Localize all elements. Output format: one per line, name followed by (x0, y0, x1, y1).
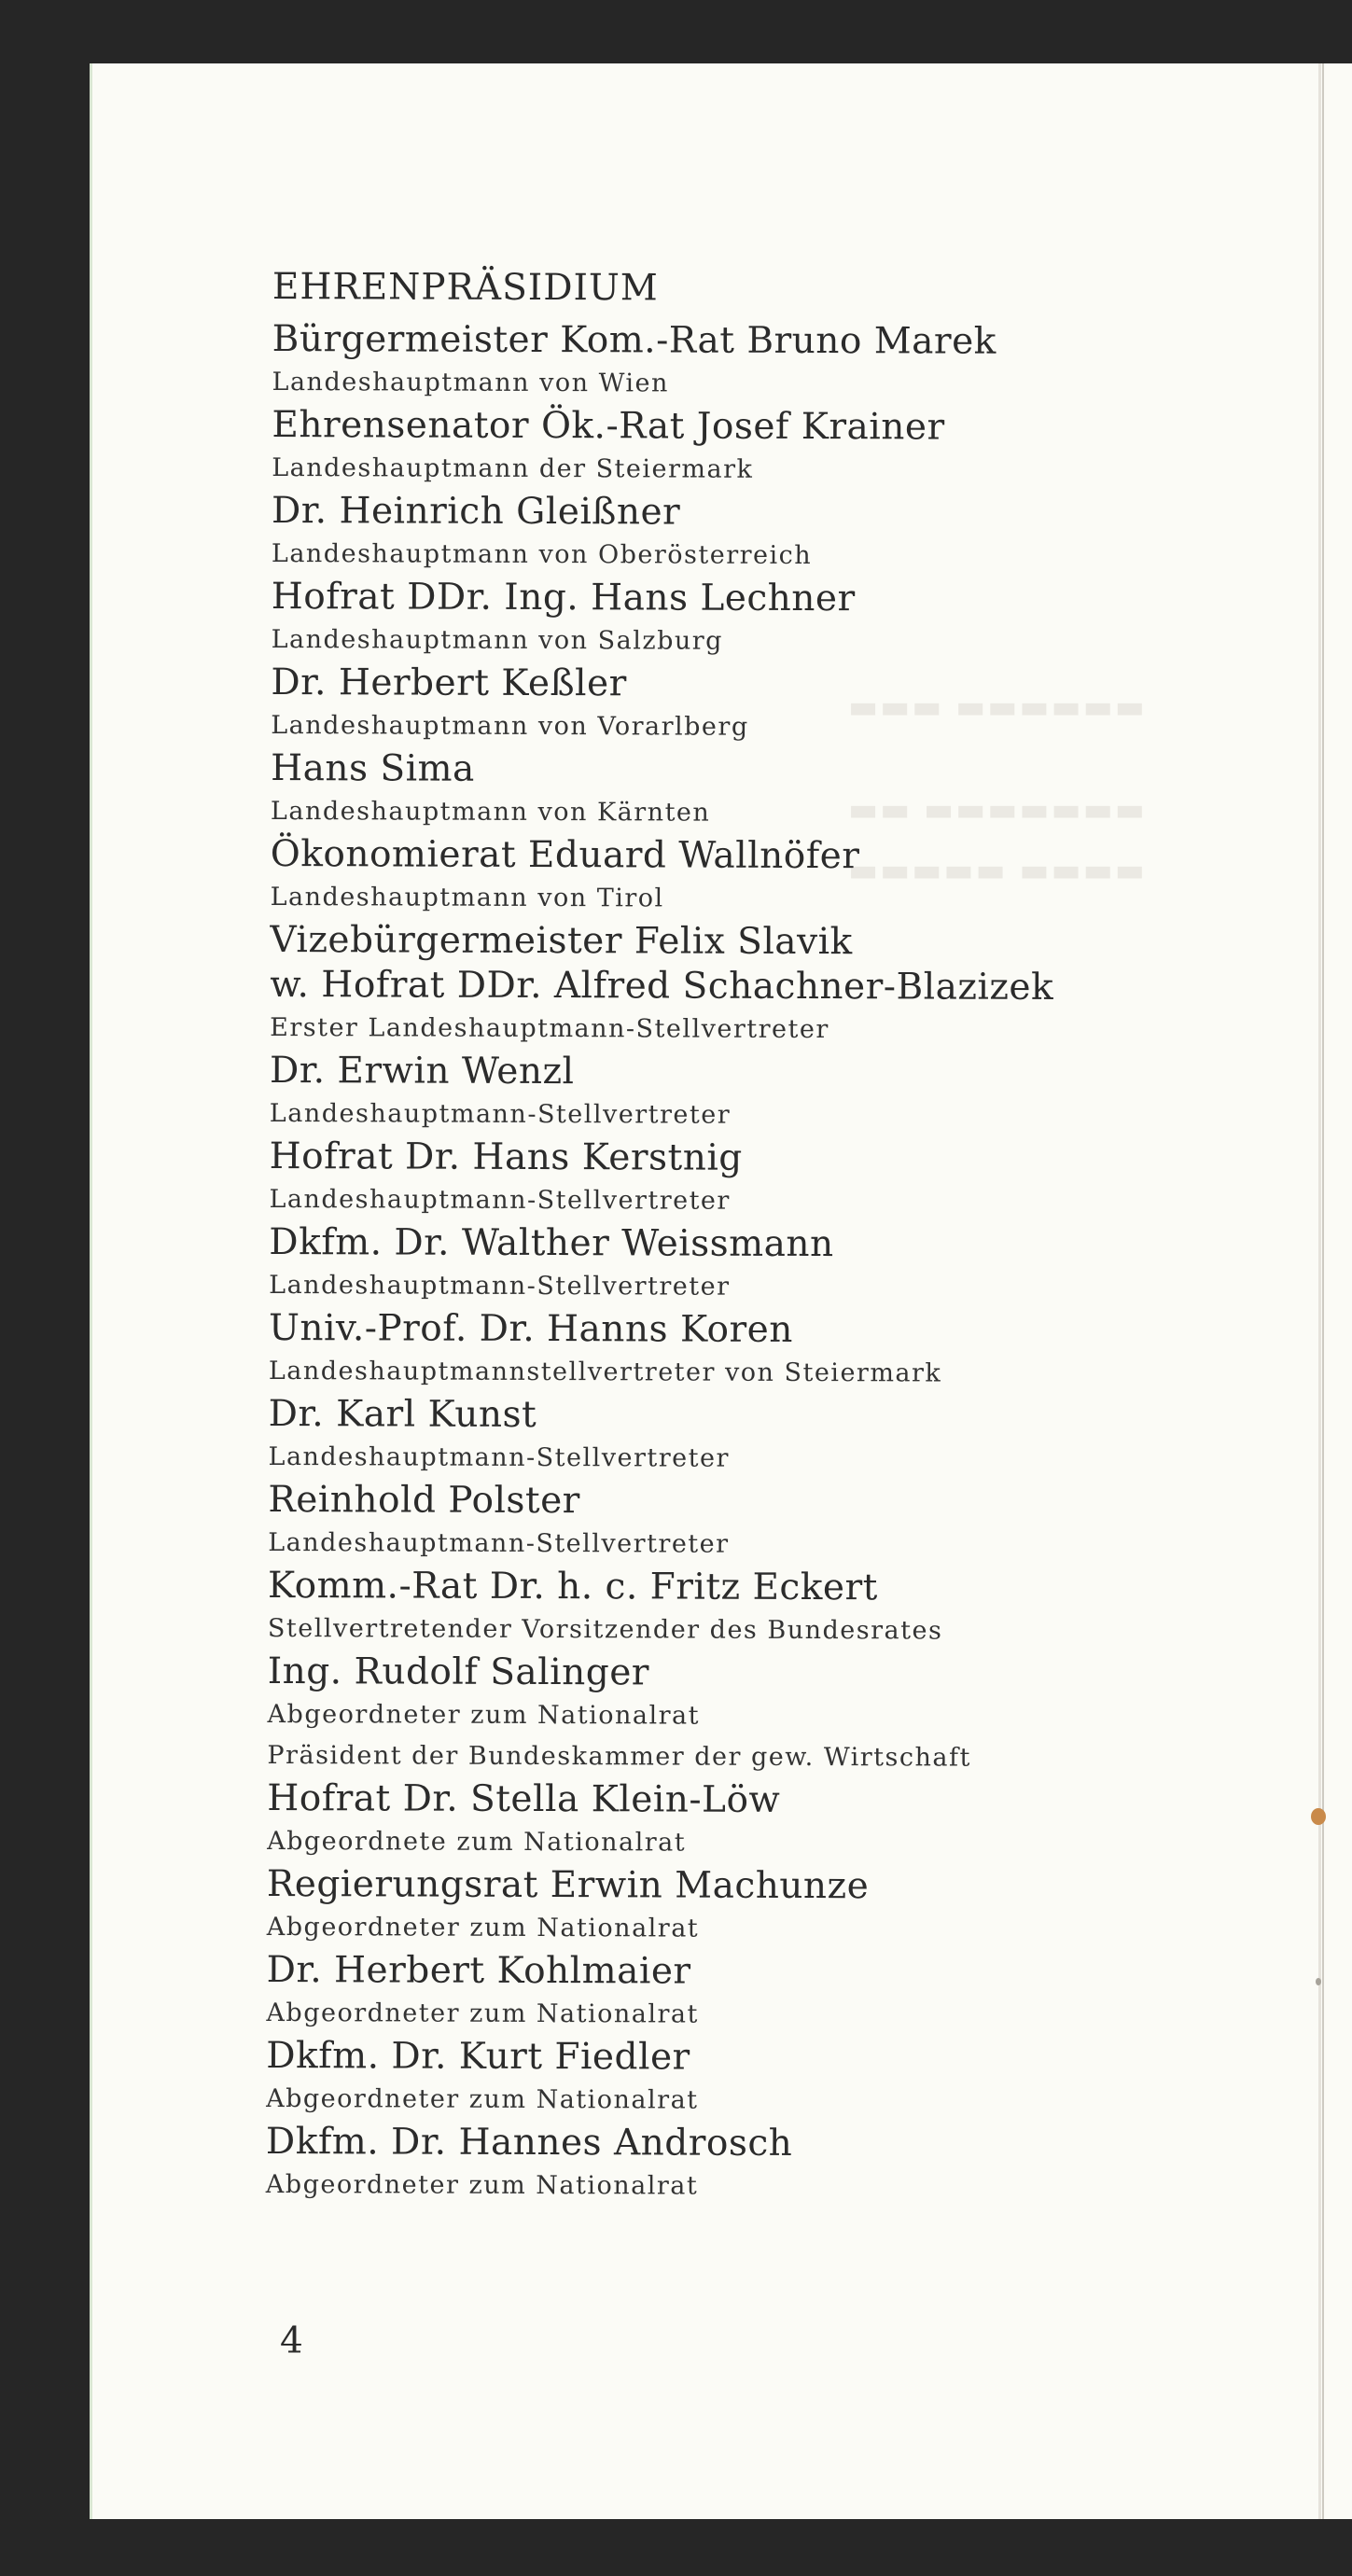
person-role: Abgeordneter zum Nationalrat (266, 1912, 700, 1943)
person-name: Dr. Herbert Keßler (271, 661, 627, 705)
page-gutter-edge (1322, 63, 1324, 2519)
list-item (266, 1948, 1050, 2037)
person-name: Univ.-Prof. Dr. Hanns Koren (268, 1306, 793, 1351)
list-item (270, 963, 1053, 1051)
person-name: Hans Sima (271, 746, 475, 790)
list-item (266, 2120, 1050, 2208)
list-item (272, 489, 1055, 578)
section-title: EHRENPRÄSIDIUM (272, 266, 659, 310)
list-item (270, 1049, 1053, 1137)
person-role: Landeshauptmann von Tirol (270, 882, 664, 913)
person-role: Landeshauptmann-Stellvertreter (269, 1270, 731, 1302)
person-name: Dkfm. Dr. Walther Weissmann (269, 1220, 834, 1266)
list-item (272, 575, 1055, 663)
person-name: w. Hofrat DDr. Alfred Schachner-Blazizek (270, 963, 1054, 1009)
list-item (268, 1478, 1052, 1566)
list-item (268, 1392, 1052, 1481)
person-role: Landeshauptmann von Wien (272, 367, 669, 398)
person-role: Erster Landeshauptmann-Stellvertreter (270, 1012, 829, 1045)
list-item (269, 1220, 1052, 1309)
person-role: Landeshauptmann von Salzburg (271, 624, 724, 656)
person-role: Landeshauptmannstellvertreter von Steiermark (268, 1356, 942, 1388)
person-role: Präsident der Bundeskammer der gew. Wirtschaft (267, 1740, 971, 1773)
honorary-presidium-list (266, 265, 1056, 2208)
person-role: Abgeordneter zum Nationalrat (266, 1998, 699, 2029)
paper-stain (1316, 1978, 1321, 1985)
list-item (267, 1776, 1051, 1865)
person-role: Landeshauptmann von Kärnten (270, 796, 711, 828)
person-role: Landeshauptmann von Oberösterreich (271, 538, 813, 571)
person-name: Reinhold Polster (268, 1478, 580, 1523)
list-item (271, 746, 1054, 835)
list-item (267, 1650, 1051, 1779)
list-item (272, 317, 1055, 406)
person-role: Landeshauptmann von Vorarlberg (271, 710, 749, 742)
paper-stain (1311, 1808, 1326, 1825)
list-item (269, 1306, 1052, 1395)
person-name: Hofrat DDr. Ing. Hans Lechner (271, 575, 856, 620)
person-name: Ing. Rudolf Salinger (267, 1650, 650, 1694)
list-item (271, 832, 1054, 921)
list-item (269, 1135, 1052, 1223)
person-role: Landeshauptmann-Stellvertreter (268, 1527, 730, 1559)
person-name: Regierungsrat Erwin Machunze (266, 1862, 870, 1908)
person-role: Landeshauptmann-Stellvertreter (269, 1098, 732, 1130)
person-name: Komm.-Rat Dr. h. c. Fritz Eckert (267, 1564, 878, 1609)
list-item (268, 1564, 1052, 1652)
list-item (270, 918, 1053, 966)
person-name: Ehrensenator Ök.-Rat Josef Krainer (272, 403, 945, 449)
person-name: Hofrat Dr. Stella Klein-Löw (267, 1776, 781, 1821)
person-role: Landeshauptmann der Steiermark (272, 453, 754, 484)
person-name: Ökonomierat Eduard Wallnöfer (270, 832, 860, 878)
person-role: Stellvertretender Vorsitzender des Bundesrates (267, 1613, 943, 1646)
list-item (266, 2034, 1050, 2123)
page-gutter (1318, 63, 1321, 2519)
list-item (267, 1862, 1051, 1951)
person-role: Abgeordneter zum Nationalrat (266, 2083, 699, 2115)
page-number: 4 (280, 2320, 303, 2362)
person-name: Dr. Erwin Wenzl (269, 1049, 575, 1093)
list-item (272, 403, 1055, 492)
person-name: Dkfm. Dr. Kurt Fiedler (266, 2034, 690, 2079)
person-role: Abgeordneter zum Nationalrat (267, 1699, 701, 1731)
person-name: Dr. Herbert Kohlmaier (266, 1948, 691, 1993)
show-through-mark: ▬▬ ▬▬▬▬▬▬▬ (848, 791, 1147, 828)
person-role: Landeshauptmann-Stellvertreter (268, 1441, 730, 1473)
list-item (271, 661, 1054, 749)
person-name: Dkfm. Dr. Hannes Androsch (265, 2120, 793, 2165)
person-role: Abgeordneter zum Nationalrat (265, 2169, 699, 2201)
person-name: Dr. Heinrich Gleißner (272, 489, 681, 534)
person-name: Dr. Karl Kunst (268, 1392, 537, 1436)
show-through-mark: ▬▬▬ ▬▬▬▬▬▬ (848, 689, 1147, 726)
person-name: Hofrat Dr. Hans Kerstnig (269, 1135, 743, 1179)
person-name: Bürgermeister Kom.-Rat Bruno Marek (272, 317, 997, 363)
person-role: Abgeordnete zum Nationalrat (267, 1826, 687, 1858)
entries-list (266, 317, 1056, 2208)
show-through-mark: ▬▬▬▬▬ ▬▬▬▬ (848, 852, 1147, 889)
person-name: Vizebürgermeister Felix Slavik (270, 918, 853, 964)
person-role: Landeshauptmann-Stellvertreter (269, 1184, 731, 1216)
